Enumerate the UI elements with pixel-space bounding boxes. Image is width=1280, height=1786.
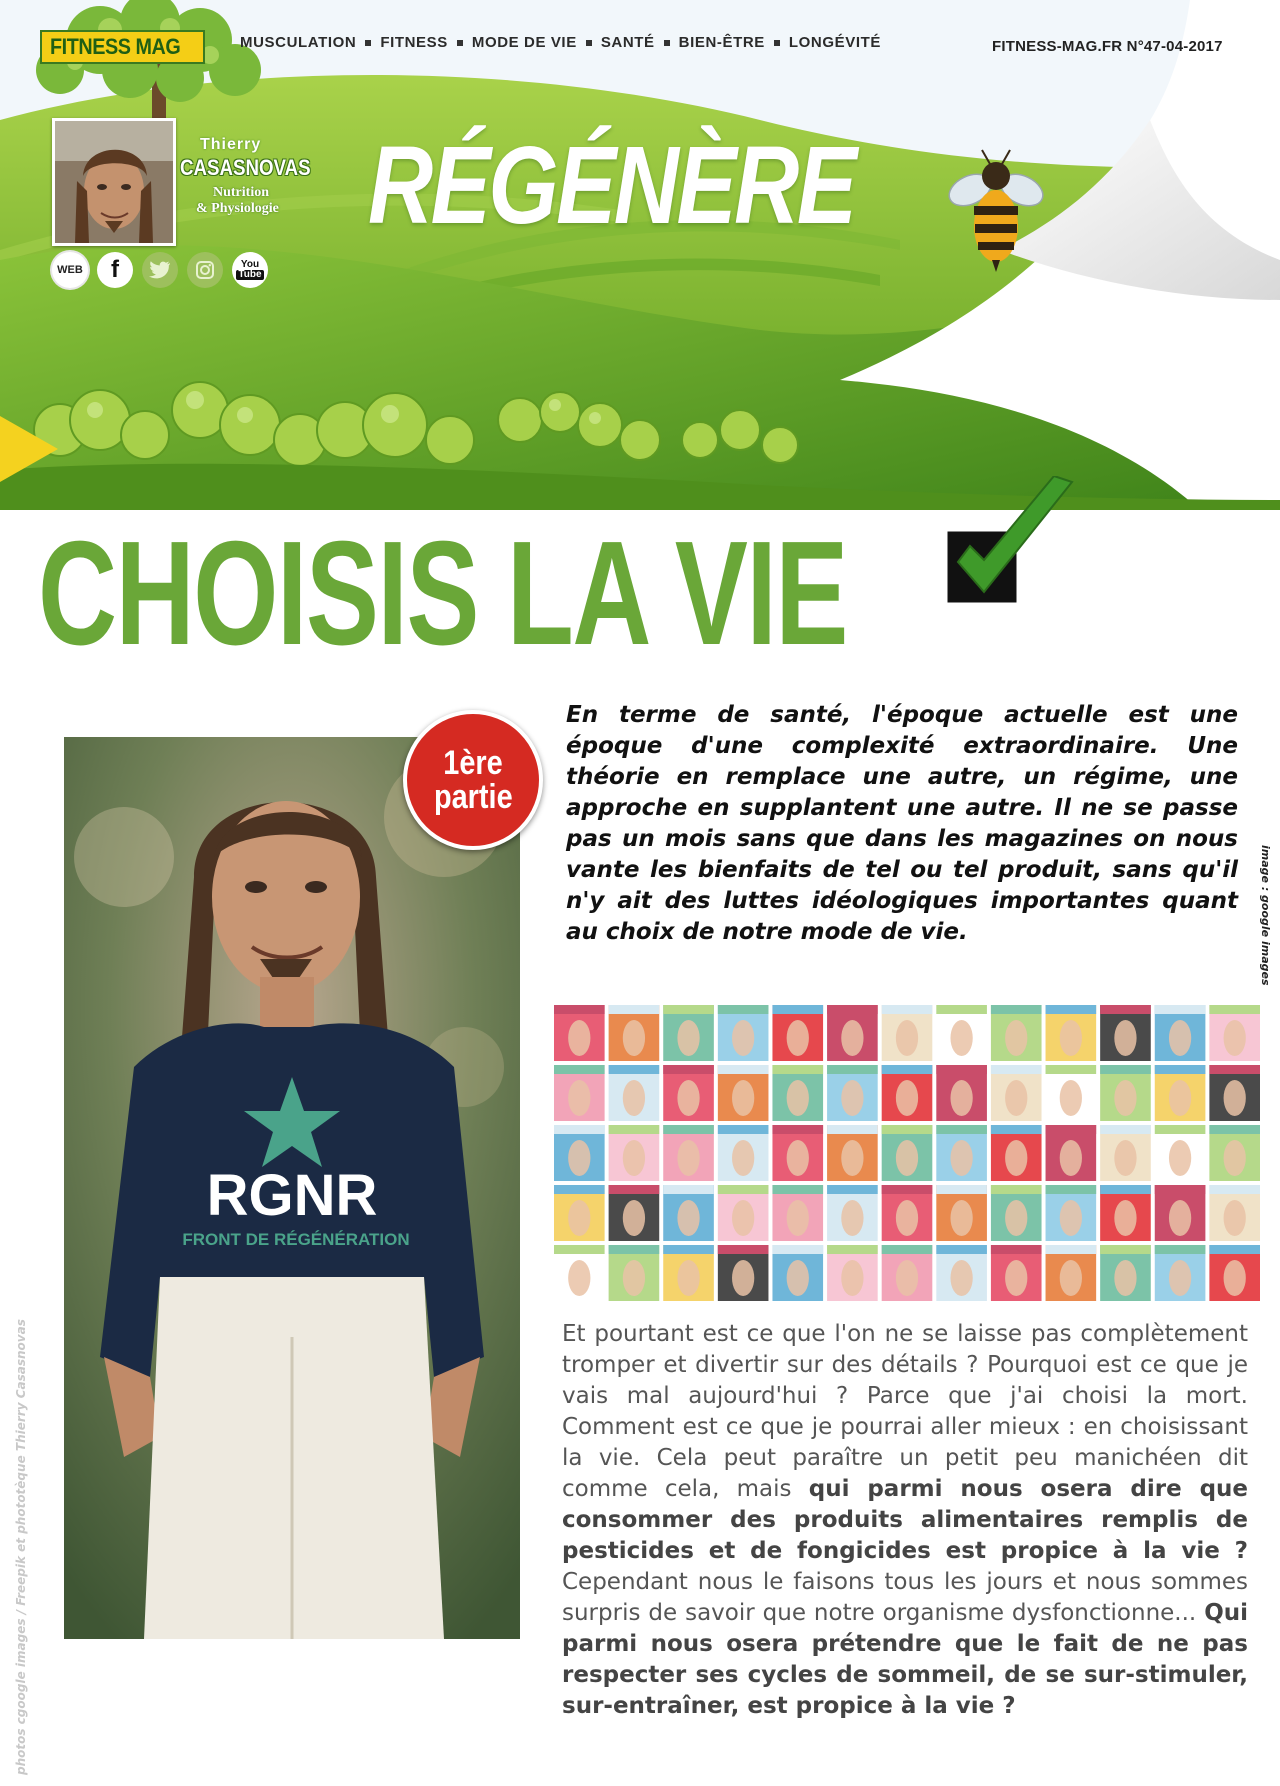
- magazine-cover-thumbnail: [772, 1065, 823, 1121]
- magazine-cover-thumbnail: [718, 1245, 769, 1301]
- magazine-cover-thumbnail: [609, 1185, 660, 1241]
- author-last-name: CASASNOVAS: [180, 155, 311, 180]
- magazine-cover-thumbnail: [1209, 1005, 1260, 1061]
- body-part-3: Cependant nous le faisons tous les jours et nous sommes surpris de savoir que notre organisme dysfonctionne...: [562, 1569, 1248, 1626]
- body-part-1: Et pourtant est ce que l'on ne se laisse pas complètement tromper et divertir sur des détails ? Pourquoi est ce que je vais mal aujourd'hui ? Parce que j'ai choisi la mort. Comment est ce que je pourrai aller mieux : en choisissant la vie. Cela peut paraître un petit peu manichéen dit comme cela, mais: [562, 1321, 1248, 1502]
- article-headline: CHOISIS LA VIE: [38, 511, 847, 676]
- magazine-cover-thumbnail: [554, 1005, 605, 1061]
- magazine-cover-thumbnail: [663, 1005, 714, 1061]
- section-title: RÉGÉNÈRE: [368, 124, 855, 247]
- magazine-cover-thumbnail: [1155, 1245, 1206, 1301]
- magazine-cover-thumbnail: [882, 1005, 933, 1061]
- magazine-cover-thumbnail: [991, 1245, 1042, 1301]
- author-first-name: Thierry: [200, 136, 262, 153]
- article-lede: En terme de santé, l'époque actuelle est une époque d'une complexité extraordinaire. Une théorie en remplace une autre, un régime, une approche en supplantent une autre. Il ne se passe pas un mois sans que dans les magazines on nous vante les bienfaits de tel ou tel produit, sans qu'il n'y ait des luttes idéologiques importantes quant au choix de notre mode de vie.: [566, 702, 1238, 945]
- magazine-cover-thumbnail: [1046, 1065, 1097, 1121]
- magazine-cover-thumbnail: [663, 1065, 714, 1121]
- magazine-cover-thumbnail: [1155, 1185, 1206, 1241]
- magazine-cover-thumbnail: [554, 1125, 605, 1181]
- badge-line1: 1ère: [443, 744, 503, 782]
- magazine-cover-thumbnail: [882, 1185, 933, 1241]
- author-avatar: [52, 118, 176, 246]
- chevron-right-icon: [0, 416, 60, 482]
- nav-separator: [774, 40, 780, 46]
- page-header: [0, 0, 1280, 510]
- nav-separator: [664, 40, 670, 46]
- facebook-label: f: [111, 256, 119, 283]
- magazine-cover-thumbnail: [827, 1065, 878, 1121]
- magazine-cover-thumbnail: [827, 1125, 878, 1181]
- issue-number: FITNESS-MAG.FR N°47-04-2017: [992, 38, 1223, 55]
- part-badge: [403, 710, 543, 850]
- magazine-cover-thumbnail: [936, 1245, 987, 1301]
- magazine-cover-thumbnail: [936, 1065, 987, 1121]
- checkmark-icon: [940, 476, 1080, 624]
- author-role-line1: Nutrition: [213, 185, 269, 200]
- nav-item-fitness[interactable]: FITNESS: [380, 34, 448, 51]
- magazine-cover-thumbnail: [1209, 1185, 1260, 1241]
- facebook-icon[interactable]: [97, 252, 133, 288]
- nav-item-sante[interactable]: SANTÉ: [600, 34, 655, 51]
- instagram-icon[interactable]: [187, 252, 223, 288]
- magazine-cover-thumbnail: [772, 1245, 823, 1301]
- magazine-cover-thumbnail: [772, 1125, 823, 1181]
- nav-item-mode-de-vie[interactable]: MODE DE VIE: [471, 34, 577, 51]
- magazine-cover-thumbnail: [718, 1065, 769, 1121]
- header-landscape-illustration: [0, 0, 1280, 510]
- magazine-cover-thumbnail: [936, 1185, 987, 1241]
- article-body: [562, 1319, 1248, 1722]
- magazine-covers-collage: [552, 1003, 1262, 1303]
- magazine-cover-thumbnail: [1155, 1005, 1206, 1061]
- magazine-cover-thumbnail: [663, 1185, 714, 1241]
- body-part-2-bold: qui parmi nous osera dire que consommer des produits alimentaires remplis de pesticides et de fongicides est propice à la vie ?: [562, 1476, 1249, 1564]
- magazine-cover-thumbnail: [1100, 1065, 1151, 1121]
- magazine-cover-thumbnail: [609, 1245, 660, 1301]
- nav-item-longevite[interactable]: LONGÉVITÉ: [788, 34, 881, 51]
- magazine-cover-thumbnail: [827, 1245, 878, 1301]
- magazine-cover-thumbnail: [1046, 1185, 1097, 1241]
- magazine-cover-thumbnail: [991, 1125, 1042, 1181]
- magazine-cover-thumbnail: [882, 1125, 933, 1181]
- magazine-cover-thumbnail: [663, 1125, 714, 1181]
- magazine-cover-thumbnail: [718, 1005, 769, 1061]
- shirt-logo-text: RGNR: [206, 1163, 378, 1228]
- magazine-cover-thumbnail: [1100, 1125, 1151, 1181]
- nav-separator: [457, 40, 463, 46]
- magazine-cover-thumbnail: [991, 1065, 1042, 1121]
- collage-credit: image : google images: [1259, 845, 1272, 986]
- author-role-line2: & Physiologie: [196, 201, 279, 216]
- magazine-cover-thumbnail: [772, 1185, 823, 1241]
- logo-text: FITNESS MAG: [50, 34, 181, 59]
- magazine-cover-thumbnail: [1209, 1125, 1260, 1181]
- magazine-cover-thumbnail: [991, 1185, 1042, 1241]
- magazine-cover-thumbnail: [554, 1065, 605, 1121]
- web-icon[interactable]: [52, 252, 88, 288]
- twitter-icon[interactable]: [142, 252, 178, 288]
- magazine-cover-thumbnail: [1046, 1245, 1097, 1301]
- web-label: WEB: [57, 264, 83, 276]
- magazine-cover-thumbnail: [554, 1245, 605, 1301]
- magazine-logo[interactable]: [40, 30, 205, 64]
- nav-separator: [586, 40, 592, 46]
- shirt-logo-subtext: FRONT DE RÉGÉNÉRATION: [182, 1230, 410, 1249]
- magazine-cover-thumbnail: [718, 1185, 769, 1241]
- magazine-cover-thumbnail: [554, 1185, 605, 1241]
- magazine-cover-thumbnail: [1100, 1245, 1151, 1301]
- nav-item-musculation[interactable]: MUSCULATION: [240, 34, 357, 51]
- body-part-4-bold: Qui parmi nous osera prétendre que le fait de ne pas respecter ses cycles de sommeil, de se sur-stimuler, sur-entraîner, est propice à la vie ?: [562, 1600, 1248, 1719]
- magazine-cover-thumbnail: [1155, 1065, 1206, 1121]
- magazine-cover-thumbnail: [882, 1065, 933, 1121]
- magazine-cover-thumbnail: [1155, 1125, 1206, 1181]
- magazine-cover-thumbnail: [1100, 1005, 1151, 1061]
- author-portrait-photo: [64, 737, 520, 1639]
- photo-credit: photos cgoogle images / Freepik et phototèque Thierry Casasnovas: [14, 1319, 28, 1775]
- magazine-cover-thumbnail: [827, 1185, 878, 1241]
- magazine-cover-thumbnail: [1209, 1065, 1260, 1121]
- magazine-cover-thumbnail: [1100, 1185, 1151, 1241]
- magazine-cover-thumbnail: [882, 1245, 933, 1301]
- magazine-cover-thumbnail: [718, 1125, 769, 1181]
- magazine-cover-thumbnail: [609, 1065, 660, 1121]
- magazine-cover-thumbnail: [936, 1005, 987, 1061]
- magazine-cover-thumbnail: [609, 1005, 660, 1061]
- bee-illustration: [946, 146, 1046, 276]
- magazine-cover-thumbnail: [1046, 1005, 1097, 1061]
- main-nav: [240, 34, 881, 51]
- magazine-cover-thumbnail: [772, 1005, 823, 1061]
- youtube-icon[interactable]: [232, 252, 268, 288]
- magazine-cover-thumbnail: [1046, 1125, 1097, 1181]
- magazine-cover-thumbnail: [936, 1125, 987, 1181]
- magazine-cover-thumbnail: [1209, 1245, 1260, 1301]
- nav-item-bien-etre[interactable]: BIEN-ÊTRE: [678, 34, 765, 51]
- nav-separator: [365, 40, 371, 46]
- youtube-label-top: You: [240, 259, 260, 270]
- magazine-cover-thumbnail: [609, 1125, 660, 1181]
- youtube-label-bottom: Tube: [238, 269, 262, 280]
- badge-line2: partie: [433, 778, 513, 816]
- magazine-cover-thumbnail: [991, 1005, 1042, 1061]
- magazine-cover-thumbnail: [827, 1005, 878, 1061]
- magazine-cover-thumbnail: [663, 1245, 714, 1301]
